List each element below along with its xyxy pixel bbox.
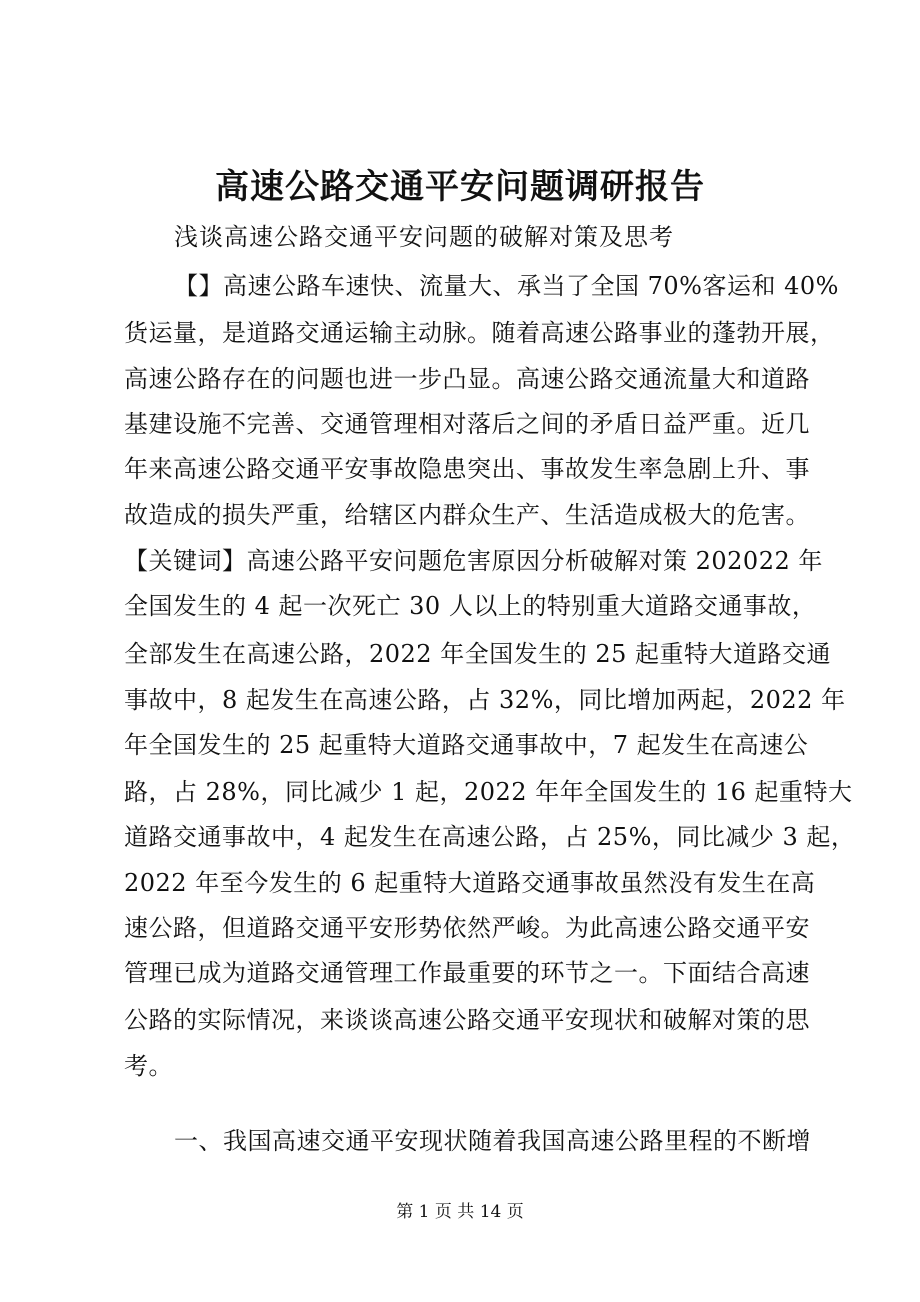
text-line-16: 管理已成为道路交通管理工作最重要的环节之一。下面结合高速 — [124, 959, 810, 987]
document-title: 高速公路交通平安问题调研报告 — [215, 167, 705, 207]
text-line-17: 公路的实际情况，来谈谈高速公路交通平安现状和破解对策的思 — [124, 1006, 810, 1034]
text-line-8: 全国发生的 4 起一次死亡 30 人以上的特别重大道路交通事故， — [124, 592, 817, 620]
text-line-1: 【】高速公路车速快、流量大、承当了全国 70%客运和 40% — [174, 272, 839, 300]
text-line-2: 货运量，是道路交通运输主动脉。随着高速公路事业的蓬勃开展， — [124, 319, 835, 347]
text-line-18: 考。 — [124, 1052, 173, 1080]
text-line-15: 速公路，但道路交通平安形势依然严峻。为此高速公路交通平安 — [124, 914, 810, 942]
text-line-4: 基建设施不完善、交通管理相对落后之间的矛盾日益严重。近几 — [124, 410, 810, 438]
text-line-13: 道路交通事故中，4 起发生在高速公路，占 25%，同比减少 3 起， — [124, 823, 856, 851]
page-footer: 第 1 页 共 14 页 — [396, 1202, 524, 1222]
text-line-9: 全部发生在高速公路，2022 年全国发生的 25 起重特大道路交通 — [124, 640, 832, 668]
text-line-11: 年全国发生的 25 起重特大道路交通事故中，7 起发生在高速公 — [124, 731, 809, 759]
text-line-3: 高速公路存在的问题也进一步凸显。高速公路交通流量大和道路 — [124, 365, 810, 393]
text-line-6: 故造成的损失严重，给辖区内群众生产、生活造成极大的危害。 — [124, 501, 810, 529]
text-line-5: 年来高速公路交通平安事故隐患突出、事故发生率急剧上升、事 — [124, 455, 810, 483]
section-heading-line: 一、我国高速交通平安现状随着我国高速公路里程的不断增 — [174, 1127, 811, 1155]
text-line-12: 路，占 28%，同比减少 1 起，2022 年年全国发生的 16 起重特大 — [124, 778, 853, 806]
document-subtitle: 浅谈高速公路交通平安问题的破解对策及思考 — [174, 223, 674, 251]
text-line-7: 【关键词】高速公路平安问题危害原因分析破解对策 202022 年 — [124, 547, 823, 575]
text-line-10: 事故中，8 起发生在高速公路，占 32%，同比增加两起，2022 年 — [124, 686, 846, 714]
text-line-14: 2022 年至今发生的 6 起重特大道路交通事故虽然没有发生在高 — [124, 869, 816, 897]
